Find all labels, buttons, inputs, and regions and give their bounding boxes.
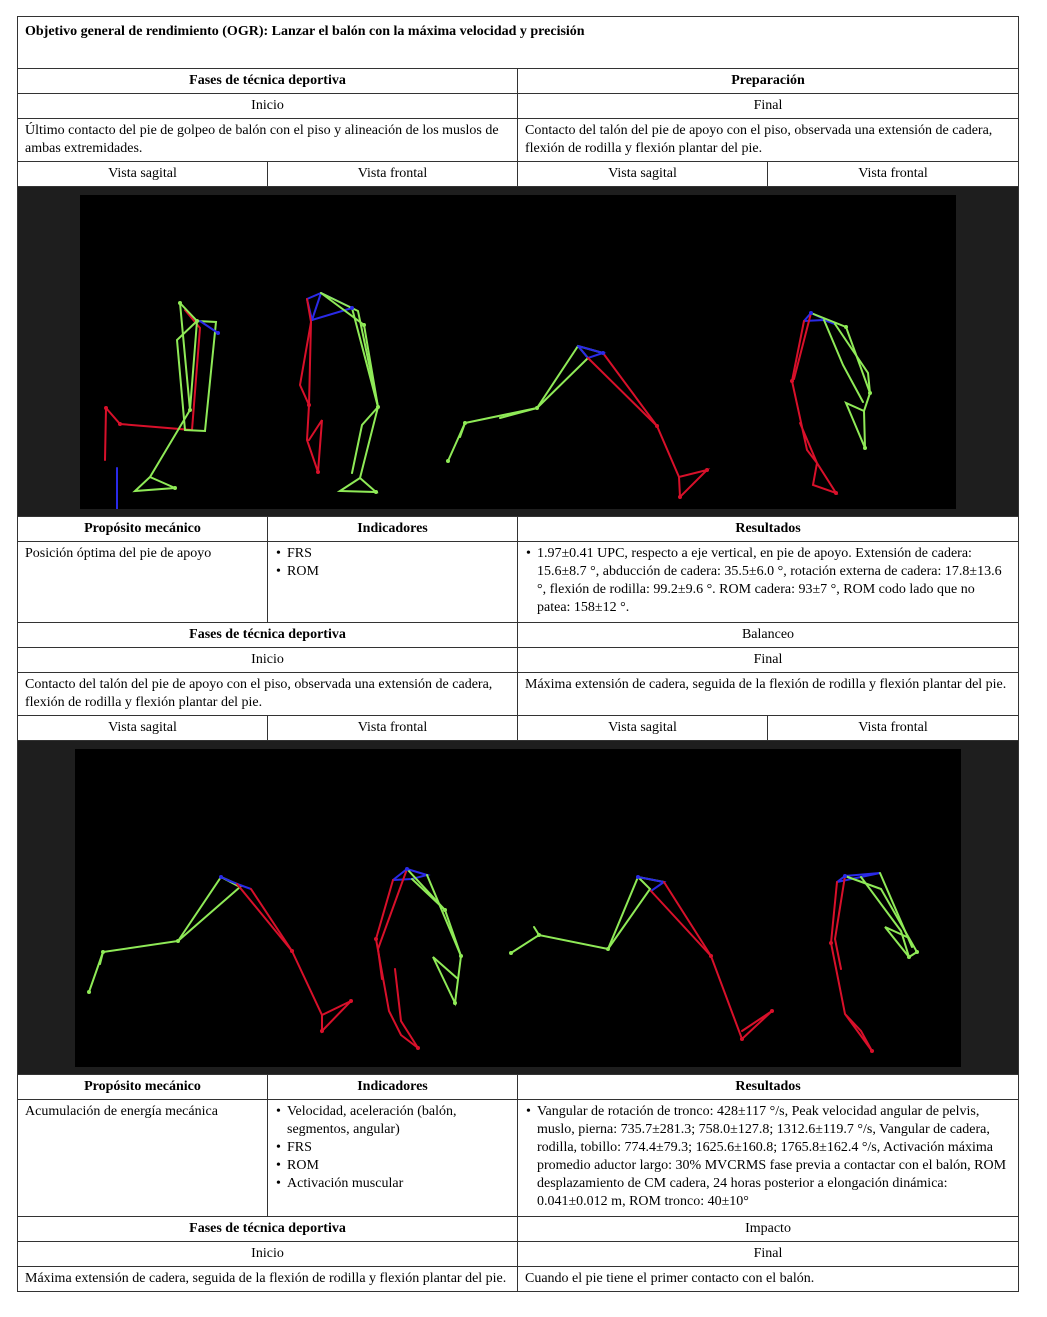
indicator-item: • Velocidad, aceleración (balón, segmentos, angular) (287, 1103, 510, 1139)
inicio-label: Inicio (18, 648, 518, 673)
inicio-description: Contacto del talón del pie de apoyo con el piso, observada una extensión de cadera, flexión de rodilla y flexión plantar del pie. (18, 673, 518, 716)
resultados-list (518, 1100, 1019, 1217)
indicadores-header: Indicadores (268, 517, 518, 542)
indicator-item: • ROM (287, 563, 510, 581)
inicio-description: Máxima extensión de cadera, seguida de la flexión de rodilla y flexión plantar del pie. (18, 1267, 518, 1292)
stick-figure-image (80, 195, 956, 509)
result-item: • Vangular de rotación de tronco: 428±117 °/s, Peak velocidad angular de pelvis, muslo, pierna: 735.7±281.3; 758.0±127.8; 1312.6±119.7 °/s, Vangular de cadera, rodilla, tobillo: 774.4±79.3; 1625.6±160.8; 1765.8±162.4 °/s, Activación máxima promedio aductor largo: 30% MVCRMS fase previa a contactar con el balón, ROM desplazamiento de CM cadera, 24 horas posterior a elongación dinámica: 0.041±0.012 m, ROM tronco: 40±10° (537, 1103, 1011, 1211)
stick-figure-image (75, 749, 961, 1067)
phase-header-label: Fases de técnica deportiva (18, 1217, 518, 1242)
view-frontal-label: Vista frontal (268, 162, 518, 187)
skeleton-figure-1 (18, 187, 1019, 517)
view-frontal-label: Vista frontal (768, 162, 1019, 187)
final-description: Máxima extensión de cadera, seguida de la flexión de rodilla y flexión plantar del pie. (518, 673, 1019, 716)
indicator-item: • ROM (287, 1157, 510, 1175)
inicio-label: Inicio (18, 1242, 518, 1267)
view-sagital-label: Vista sagital (518, 162, 768, 187)
proposito-value: Acumulación de energía mecánica (18, 1100, 268, 1217)
view-sagital-label: Vista sagital (18, 162, 268, 187)
resultados-header: Resultados (518, 517, 1019, 542)
view-frontal-label: Vista frontal (768, 716, 1019, 741)
indicadores-header: Indicadores (268, 1075, 518, 1100)
phase-name-impacto: Impacto (518, 1217, 1019, 1242)
indicator-item: • FRS (287, 1139, 510, 1157)
phase-name-balanceo: Balanceo (518, 623, 1019, 648)
indicator-item: • FRS (287, 545, 510, 563)
document-title: Objetivo general de rendimiento (OGR): Lanzar el balón con la máxima velocidad y precisión (18, 17, 1019, 69)
inicio-description: Último contacto del pie de golpeo de balón con el piso y alineación de los muslos de ambas extremidades. (18, 119, 518, 162)
phase-header-label: Fases de técnica deportiva (18, 623, 518, 648)
final-description: Contacto del talón del pie de apoyo con el piso, observada una extensión de cadera, flexión de rodilla y flexión plantar del pie. (518, 119, 1019, 162)
view-sagital-label: Vista sagital (18, 716, 268, 741)
inicio-label: Inicio (18, 94, 518, 119)
proposito-header: Propósito mecánico (18, 1075, 268, 1100)
final-label: Final (518, 1242, 1019, 1267)
proposito-value: Posición óptima del pie de apoyo (18, 542, 268, 623)
skeleton-figure-2 (18, 741, 1019, 1075)
indicadores-list (268, 1100, 518, 1217)
resultados-header: Resultados (518, 1075, 1019, 1100)
final-label: Final (518, 94, 1019, 119)
view-sagital-label: Vista sagital (518, 716, 768, 741)
final-label: Final (518, 648, 1019, 673)
phase-name-preparacion: Preparación (518, 69, 1019, 94)
result-item: • 1.97±0.41 UPC, respecto a eje vertical, en pie de apoyo. Extensión de cadera: 15.6±8.7 °, abducción de cadera: 35.5±6.0 °, rotación externa de cadera: 17.8±13.6 °, flexión de rodilla: 99.2±9.6 °. ROM cadera: 93±7 °, ROM codo lado que no patea: 158±12 °. (537, 545, 1011, 617)
indicadores-list (268, 542, 518, 623)
performance-table (17, 16, 1019, 1292)
indicator-item: • Activación muscular (287, 1175, 510, 1193)
proposito-header: Propósito mecánico (18, 517, 268, 542)
view-frontal-label: Vista frontal (268, 716, 518, 741)
phase-header-label: Fases de técnica deportiva (18, 69, 518, 94)
final-description: Cuando el pie tiene el primer contacto con el balón. (518, 1267, 1019, 1292)
resultados-list (518, 542, 1019, 623)
